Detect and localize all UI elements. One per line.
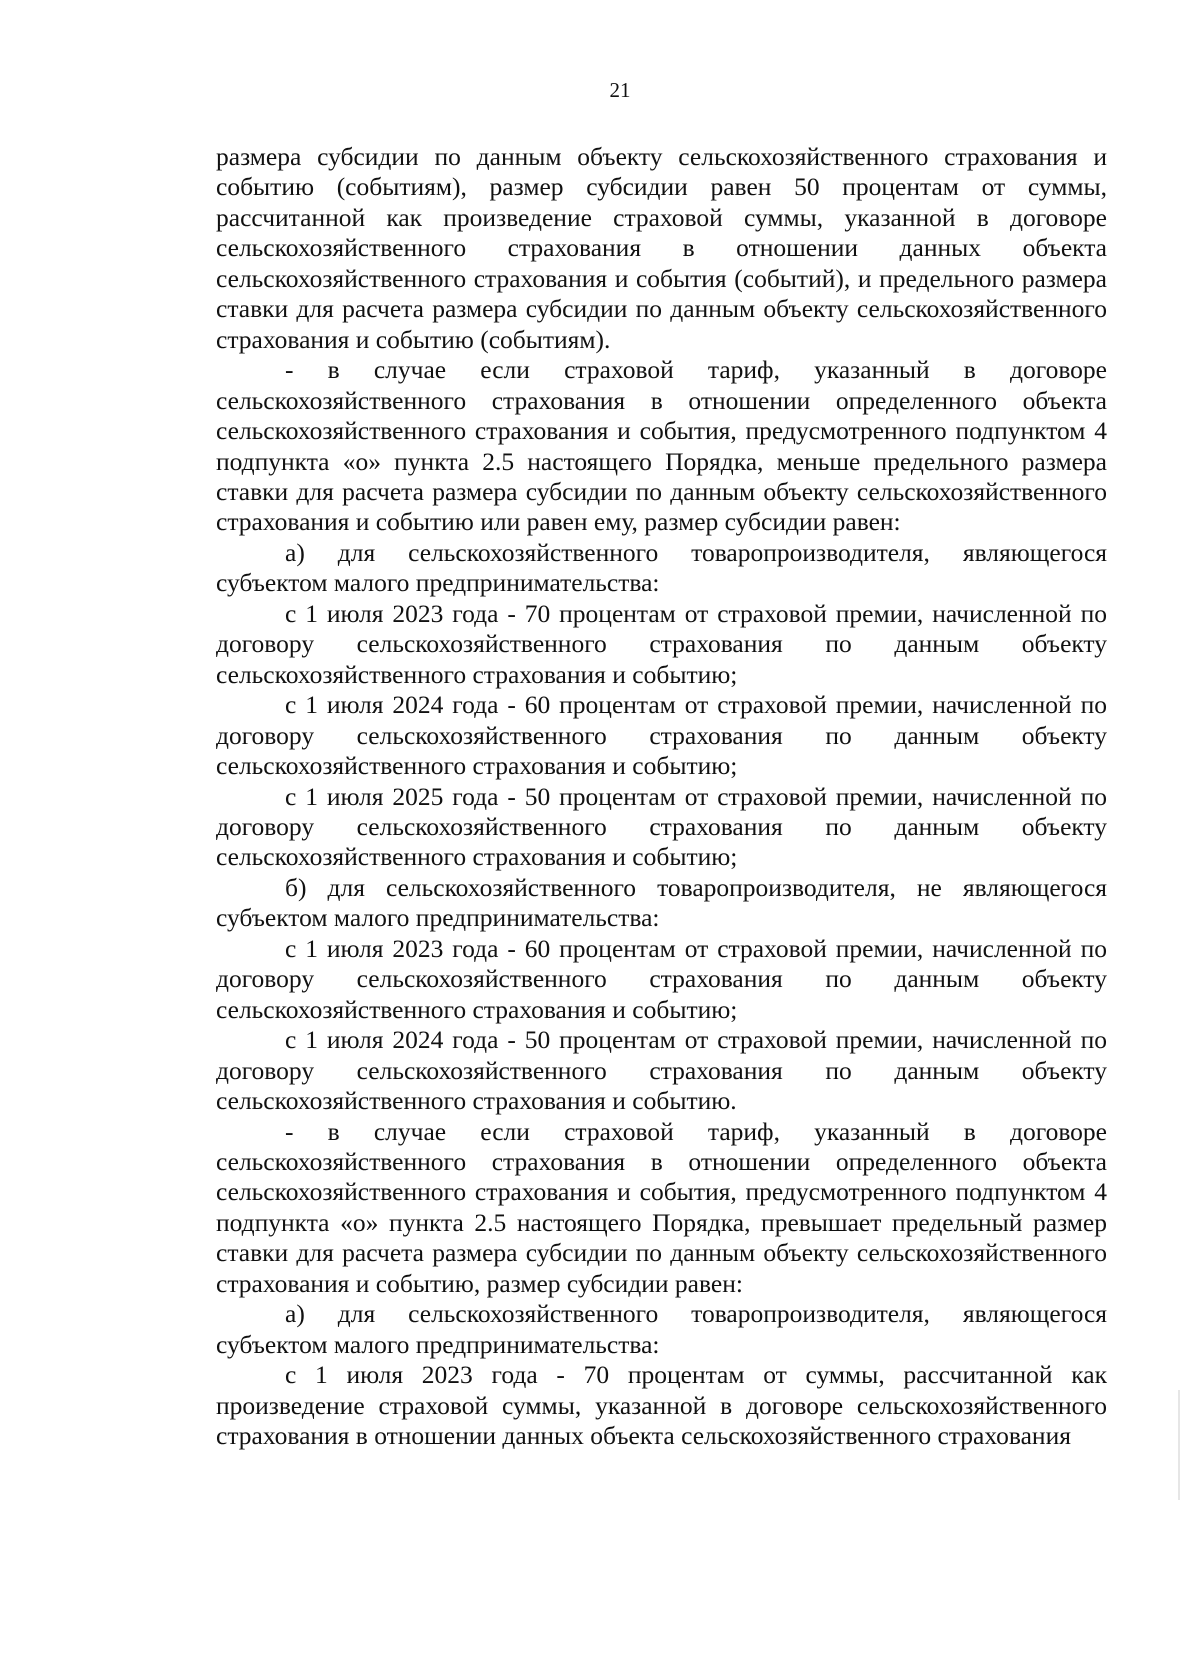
paragraph-subpoint-b-not-small-business: б) для сельскохозяйственного товаропроизводителя, не являющегося субъектом малого предпринимательства:	[216, 872, 1107, 933]
paragraph-case-tariff-exceeds: - в случае если страховой тариф, указанный в договоре сельскохозяйственного страхования в отношении определенного объекта сельскохозяйственного страхования и события, предусмотренного подпунктом 4 подпункта «о» пункта 2.5 настоящего Порядка, превышает предельный размер ставки для расчета размера субсидии по данным объекту сельскохозяйственного страхования и событию, размер субсидии равен:	[216, 1116, 1107, 1298]
paragraph-a-2024: с 1 июля 2024 года - 60 процентам от страховой премии, начисленной по договору сельскохозяйственного страхования по данным объекту сельскохозяйственного страхования и событию;	[216, 690, 1107, 781]
paragraph-b-2024: с 1 июля 2024 года - 50 процентам от страховой премии, начисленной по договору сельскохозяйственного страхования по данным объекту сельскохозяйственного страхования и событию.	[216, 1025, 1107, 1116]
paragraph-b-2023: с 1 июля 2023 года - 60 процентам от страховой премии, начисленной по договору сельскохозяйственного страхования по данным объекту сельскохозяйственного страхования и событию;	[216, 933, 1107, 1024]
document-body	[216, 142, 1107, 1451]
paragraph-subpoint-a-small-business-2: а) для сельскохозяйственного товаропроизводителя, являющегося субъектом малого предпринимательства:	[216, 1299, 1107, 1359]
paragraph-a-2023-sum: с 1 июля 2023 года - 70 процентам от суммы, рассчитанной как произведение страховой суммы, указанной в договоре сельскохозяйственного страхования в отношении данных объекта сельскохозяйственного страхования	[216, 1360, 1107, 1451]
page-number: 21	[609, 78, 631, 102]
paragraph-a-2023: с 1 июля 2023 года - 70 процентам от страховой премии, начисленной по договору сельскохозяйственного страхования по данным объекту сельскохозяйственного страхования и событию;	[216, 598, 1107, 689]
paragraph-continuation: размера субсидии по данным объекту сельскохозяйственного страхования и событию (событиям), размер субсидии равен 50 процентам от суммы, рассчитанной как произведение страховой суммы, указанной в договоре сельскохозяйственного страхования в отношении данных объекта сельскохозяйственного страхования и события (событий), и предельного размера ставки для расчета размера субсидии по данным объекту сельскохозяйственного страхования и событию (событиям).	[216, 142, 1107, 354]
paragraph-case-tariff-less-or-equal: - в случае если страховой тариф, указанный в договоре сельскохозяйственного страхования в отношении определенного объекта сельскохозяйственного страхования и события, предусмотренного подпунктом 4 подпункта «о» пункта 2.5 настоящего Порядка, меньше предельного размера ставки для расчета размера субсидии по данным объекту сельскохозяйственного страхования и событию или равен ему, размер субсидии равен:	[216, 355, 1107, 537]
paragraph-a-2025: с 1 июля 2025 года - 50 процентам от страховой премии, начисленной по договору сельскохозяйственного страхования по данным объекту сельскохозяйственного страхования и событию;	[216, 781, 1107, 872]
paragraph-subpoint-a-small-business: а) для сельскохозяйственного товаропроизводителя, являющегося субъектом малого предпринимательства:	[216, 537, 1107, 598]
scan-edge-mark	[1178, 1390, 1180, 1500]
